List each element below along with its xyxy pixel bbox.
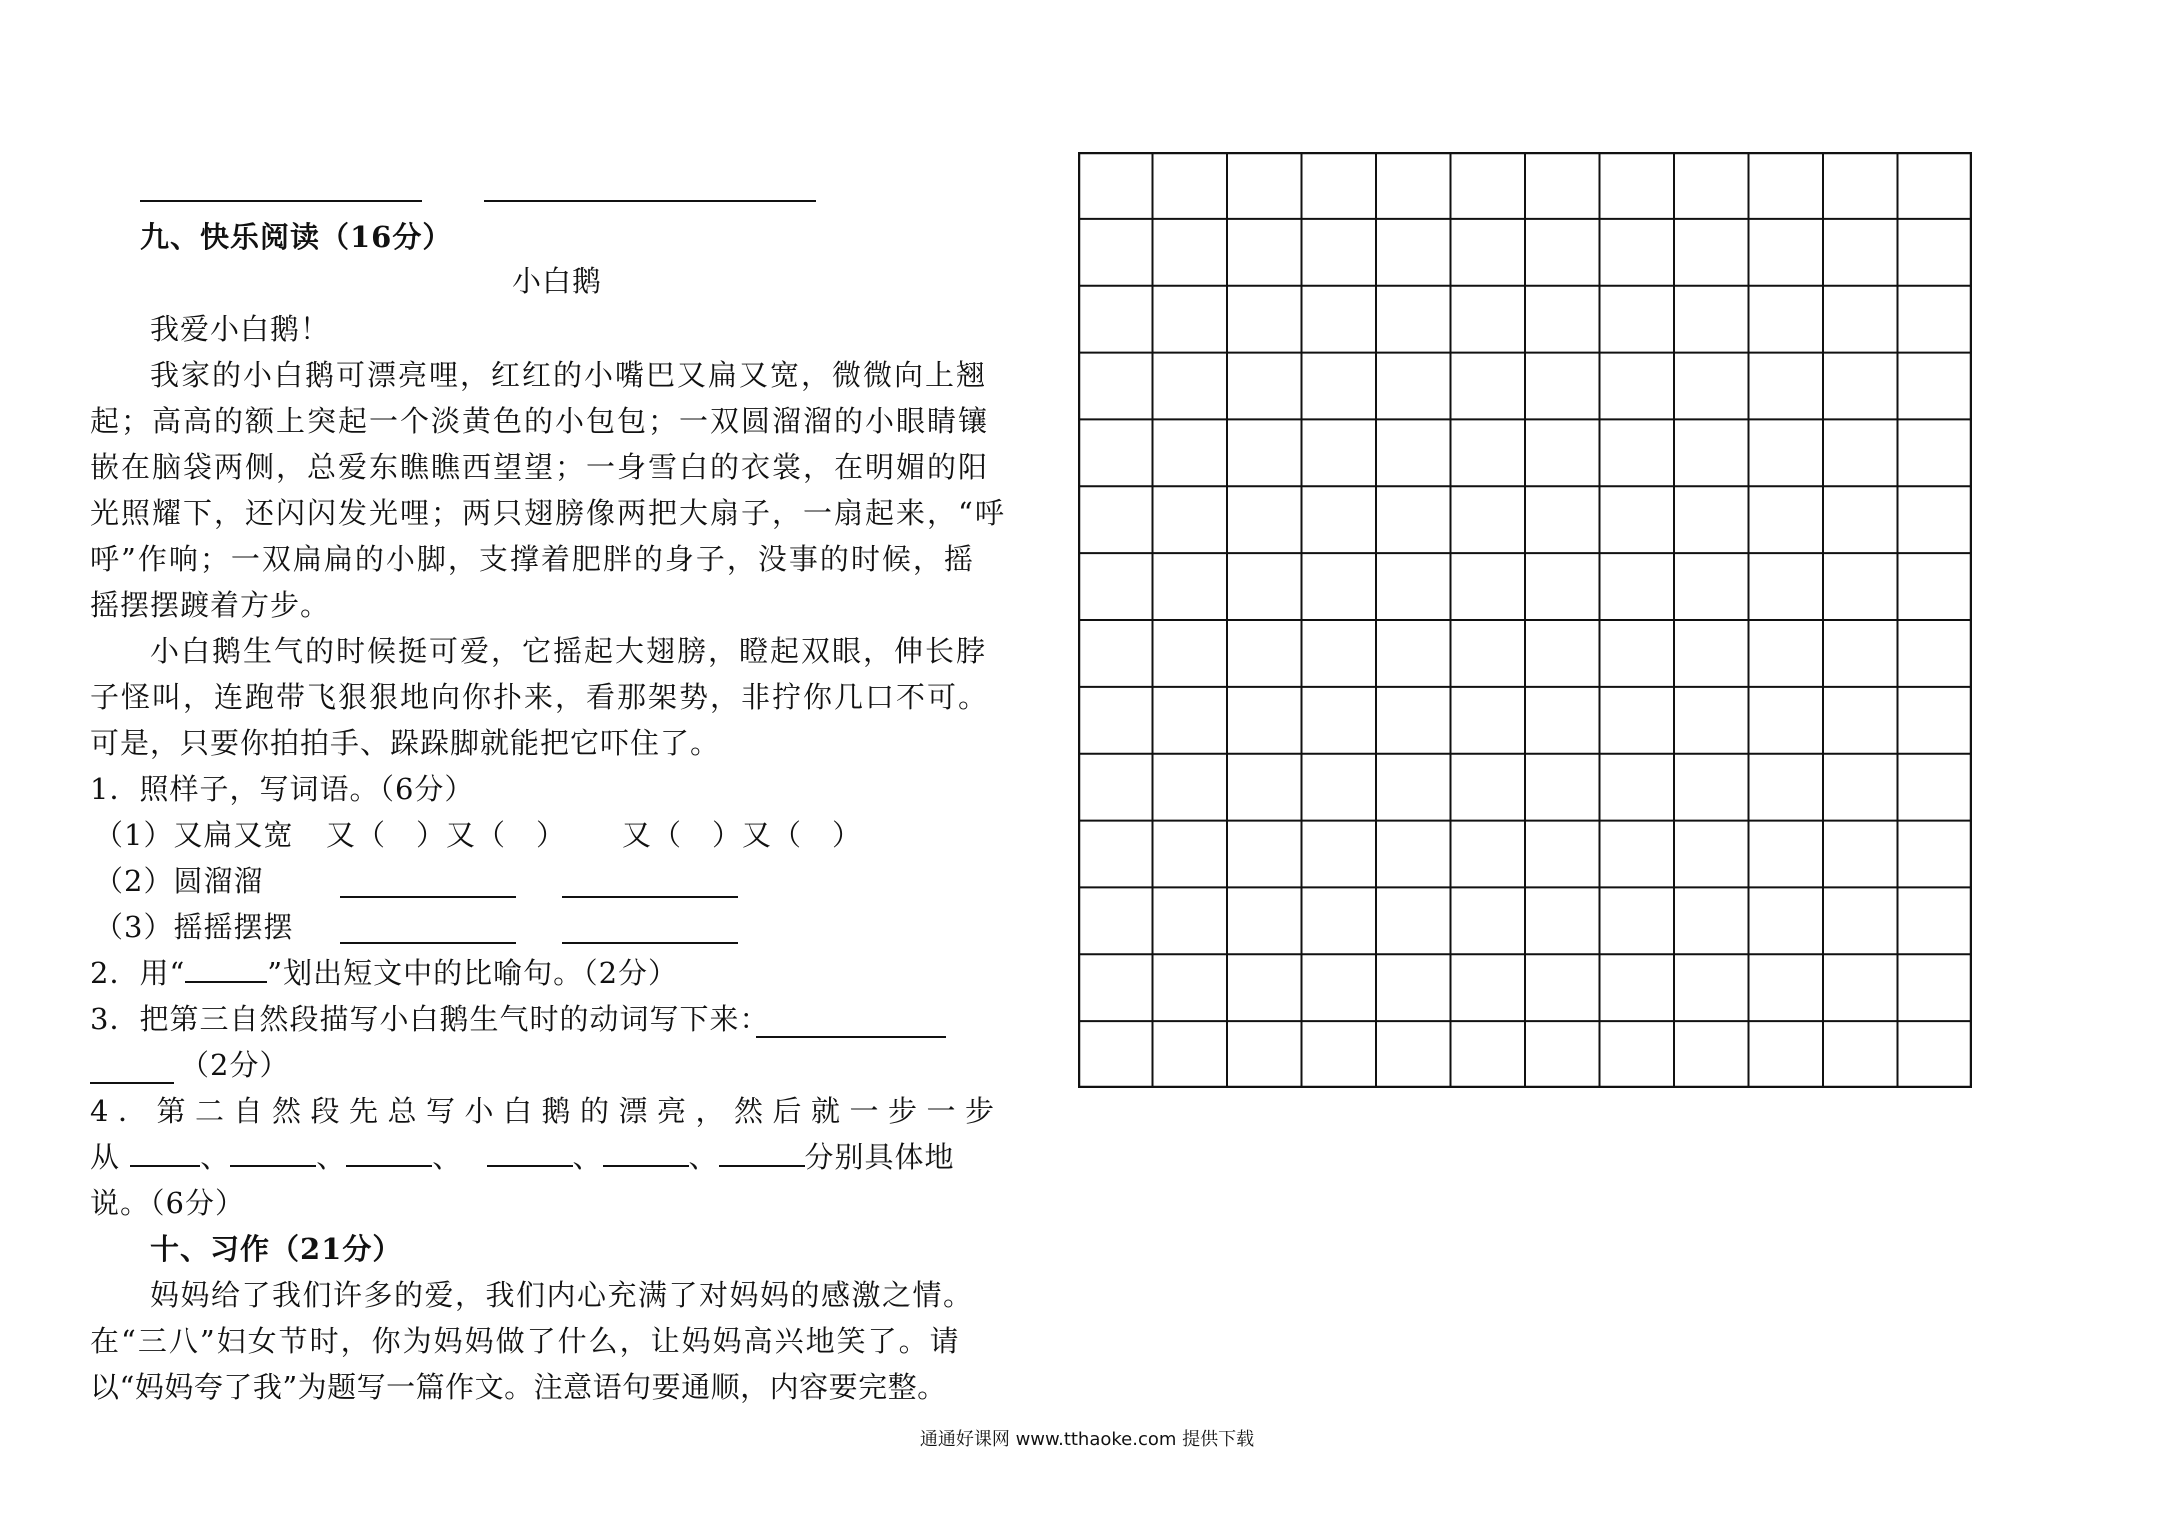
question-3-points: （2分） <box>180 1048 290 1082</box>
question-2 <box>90 950 678 996</box>
answer-blank-q4-6[interactable] <box>719 1135 805 1167</box>
separator: 、 <box>688 1140 719 1174</box>
question-2-suffix: ”划出短文中的比喻句。（2分） <box>267 956 679 990</box>
question-3: 3．把第三自然段描写小白鹅生气时的动词写下来： <box>90 1002 770 1036</box>
passage-line: 小白鹅生气的时候挺可爱，它摇起大翅膀，瞪起双眼，伸长脖 <box>150 634 988 668</box>
answer-line-q3a[interactable] <box>756 1036 946 1038</box>
passage-line: 起；高高的额上突起一个淡黄色的小包包；一双圆溜溜的小眼睛镶 <box>90 404 990 438</box>
separator: 、 <box>572 1140 603 1174</box>
question-2-prefix: 2．用“ <box>90 956 186 990</box>
passage-line: 光照耀下，还闪闪发光哩；两只翅膀像两把大扇子，一扇起来，“呼 <box>90 496 1006 530</box>
answer-blank-q2 <box>185 951 267 983</box>
answer-blank-q4-1[interactable] <box>130 1135 200 1167</box>
passage-line: 子怪叫，连跑带飞狠狠地向你扑来，看那架势，非拧你几口不可。 <box>90 680 990 714</box>
passage-title: 小白鹅 <box>512 264 603 298</box>
answer-line-q1-2b[interactable] <box>562 896 738 898</box>
passage-line: 可是，只要你拍拍手、跺跺脚就能把它吓住了。 <box>90 726 721 760</box>
writing-grid[interactable] <box>1078 152 1972 1088</box>
question-4-prefix: 从 <box>90 1140 121 1174</box>
essay-prompt-line: 在“三八”妇女节时，你为妈妈做了什么，让妈妈高兴地笑了。请 <box>90 1324 961 1358</box>
answer-blank-q4-4[interactable] <box>487 1135 573 1167</box>
answer-line-q1-3b[interactable] <box>562 942 738 944</box>
question-1-item-3-label: （3）摇摇摆摆 <box>94 910 294 944</box>
section10-heading: 十、习作（21分） <box>150 1232 403 1266</box>
question-1-item-2-label: （2）圆溜溜 <box>94 864 264 898</box>
question-1-item-1-pattern-a[interactable]: 又（ ）又（ ） <box>326 818 567 852</box>
passage-line: 我家的小白鹅可漂亮哩，红红的小嘴巴又扁又宽，微微向上翘 <box>150 358 988 392</box>
answer-blank-q4-3[interactable] <box>346 1135 432 1167</box>
answer-line-q1-3a[interactable] <box>340 942 516 944</box>
separator: 、 <box>316 1140 347 1174</box>
question-4-line-2 <box>90 1134 955 1180</box>
question-4-line-3: 说。（6分） <box>90 1186 245 1220</box>
answer-blank-q4-5[interactable] <box>603 1135 689 1167</box>
passage-line: 我爱小白鹅！ <box>150 312 331 346</box>
question-4-line-1: 4．第二自然段先总写小白鹅的漂亮，然后就一步一步 <box>90 1094 1004 1128</box>
question-1-stem: 1．照样子，写词语。（6分） <box>90 772 475 806</box>
question-1-item-1-label: （1）又扁又宽 <box>94 818 294 852</box>
footer-credit: 通通好课网 www.tthaoke.com 提供下载 <box>919 1429 1255 1450</box>
passage-line: 呼”作响；一双扁扁的小脚，支撑着肥胖的身子，没事的时候，摇 <box>90 542 975 576</box>
question-4-suffix: 分别具体地 <box>804 1140 955 1174</box>
answer-blank-q4-2[interactable] <box>230 1135 316 1167</box>
passage-line: 摇摆摆踱着方步。 <box>90 588 331 622</box>
separator: 、 <box>432 1140 463 1174</box>
answer-line-q3b[interactable] <box>90 1082 174 1084</box>
answer-line-top-1[interactable] <box>140 200 422 202</box>
essay-prompt-line: 以“妈妈夸了我”为题写一篇作文。注意语句要通顺，内容要完整。 <box>90 1370 947 1404</box>
essay-prompt-line: 妈妈给了我们许多的爱，我们内心充满了对妈妈的感激之情。 <box>150 1278 974 1312</box>
section9-heading: 九、快乐阅读（16分） <box>140 220 453 254</box>
answer-line-q1-2a[interactable] <box>340 896 516 898</box>
answer-line-top-2[interactable] <box>484 200 816 202</box>
passage-line: 嵌在脑袋两侧，总爱东瞧瞧西望望；一身雪白的衣裳，在明媚的阳 <box>90 450 990 484</box>
separator: 、 <box>200 1140 231 1174</box>
question-1-item-1-pattern-b[interactable]: 又（ ）又（ ） <box>622 818 863 852</box>
